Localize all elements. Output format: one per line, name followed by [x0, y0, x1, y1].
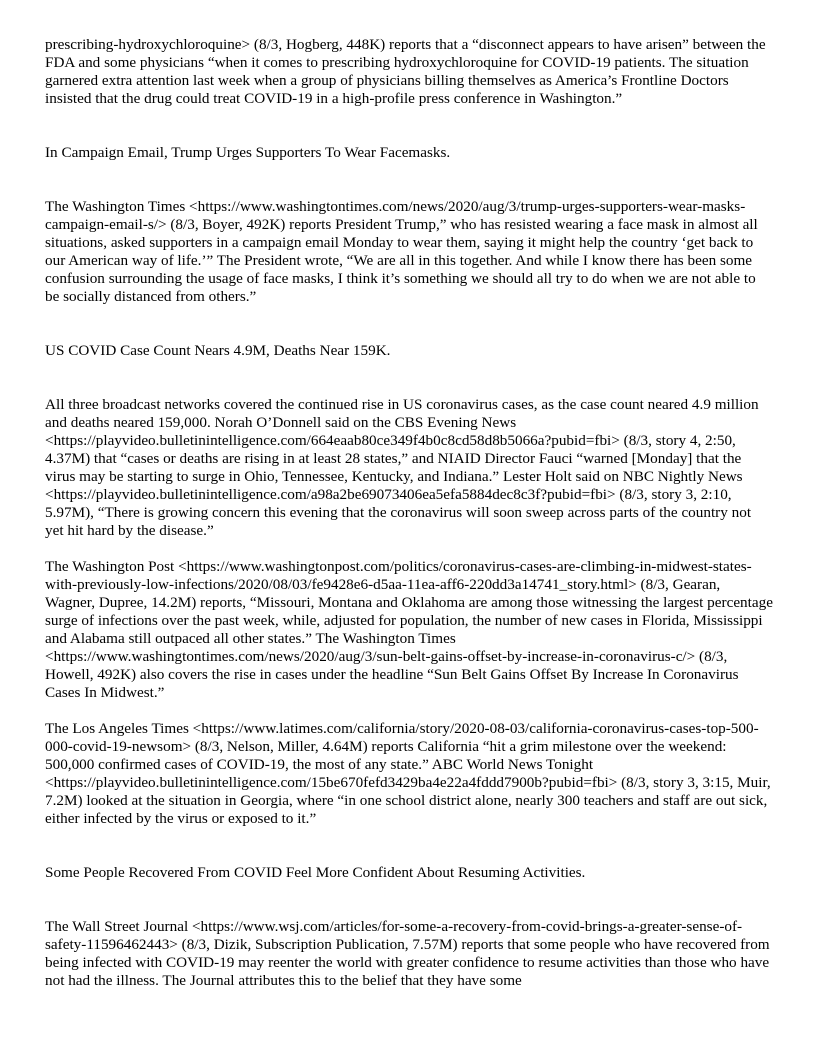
headline-us-covid-case-count: US COVID Case Count Nears 4.9M, Deaths Near 159K. — [45, 342, 391, 359]
spacer — [45, 162, 773, 198]
paragraph-wall-street-journal: The Wall Street Journal <https://www.wsj.com/articles/for-some-a-recovery-from-covid-brings-a-greater-sense-of-safety-11596462443> (8/3, Dizik, Subscription Publication, 7.57M) reports that some people who have recovered from being infected with COVID-19 may reenter the world with greater confidence to resume activities than those who have not had the illness. The Journal attributes this to the belief that they have some — [45, 918, 770, 989]
spacer — [45, 108, 773, 144]
spacer — [45, 540, 773, 558]
headline-recovered-confidence: Some People Recovered From COVID Feel More Confident About Resuming Activities. — [45, 864, 586, 881]
paragraph-washington-times-masks: The Washington Times <https://www.washingtontimes.com/news/2020/aug/3/trump-urges-supporters-wear-masks-campaign-email-s/> (8/3, Boyer, 492K) reports President Trump,” who has resisted wearing a face mask in almost all situations, asked supporters in a campaign email Monday to wear them, saying it might help the country ‘get back to our American way of life.’” The President wrote, “We are all in this together. And while I know there has been some confusion surrounding the usage of face masks, I think it’s something we should all try to do when we are not able to be socially distanced from others.” — [45, 198, 758, 305]
document-page — [45, 36, 773, 990]
paragraph-los-angeles-times: The Los Angeles Times <https://www.latimes.com/california/story/2020-08-03/california-coronavirus-cases-top-500-000-covid-19-newsom> (8/3, Nelson, Miller, 4.64M) reports California “hit a grim milestone over the weekend: 500,000 confirmed cases of COVID-19, the most of any state.” ABC World News Tonight <https://playvideo.bulletinintelligence.com/15be670fefd3429ba4e22a4fddd7900b?pubid=fbi> (8/3, story 3, 3:15, Muir, 7.2M) looked at the situation in Georgia, where “in one school district alone, nearly 300 teachers and staff are out sick, either infected by the virus or exposed to it.” — [45, 720, 771, 827]
paragraph-broadcast-networks: All three broadcast networks covered the continued rise in US coronavirus cases, as the case count neared 4.9 million and deaths neared 159,000. Norah O’Donnell said on the CBS Evening News <https://playvideo.bulletinintelligence.com/664eaab80ce349f4b0c8cd58d8b5066a?pubid=fbi> (8/3, story 4, 2:50, 4.37M) that “cases or deaths are rising in at least 28 states,” and NIAID Director Fauci “warned [Monday] that the virus may be starting to surge in Ohio, Tennessee, Kentucky, and Indiana.” Lester Holt said on NBC Nightly News <https://playvideo.bulletinintelligence.com/a98a2be69073406ea5efa5884dec8c3f?pubid=fbi> (8/3, story 3, 2:10, 5.97M), “There is growing concern this evening that the coronavirus will soon sweep across parts of the country not yet hit hard by the disease.” — [45, 396, 759, 539]
headline-trump-facemasks: In Campaign Email, Trump Urges Supporters To Wear Facemasks. — [45, 144, 451, 161]
spacer — [45, 306, 773, 342]
spacer — [45, 828, 773, 864]
paragraph-hydroxychloroquine: prescribing-hydroxychloroquine> (8/3, Hogberg, 448K) reports that a “disconnect appears to have arisen” between the FDA and some physicians “when it comes to prescribing hydroxychloroquine for COVID-19 patients. The situation garnered extra attention last week when a group of physicians billing themselves as America’s Frontline Doctors insisted that the drug could treat COVID-19 in a high-profile press conference in Washington.” — [45, 36, 766, 107]
spacer — [45, 360, 773, 396]
spacer — [45, 882, 773, 918]
paragraph-washington-post: The Washington Post <https://www.washingtonpost.com/politics/coronavirus-cases-are-climbing-in-midwest-states-with-previously-low-infections/2020/08/03/fe9428e6-d5aa-11ea-aff6-220dd3a14741_story.html> (8/3, Gearan, Wagner, Dupree, 14.2M) reports, “Missouri, Montana and Oklahoma are among those witnessing the largest percentage surge of infections over the past week, while, adjusted for population, the number of new cases in Florida, Mississippi and Alabama still outpaced all other states.” The Washington Times <https://www.washingtontimes.com/news/2020/aug/3/sun-belt-gains-offset-by-increase-in-coronavirus-c/> (8/3, Howell, 492K) also covers the rise in cases under the headline “Sun Belt Gains Offset By Increase In Coronavirus Cases In Midwest.” — [45, 558, 773, 701]
spacer — [45, 702, 773, 720]
